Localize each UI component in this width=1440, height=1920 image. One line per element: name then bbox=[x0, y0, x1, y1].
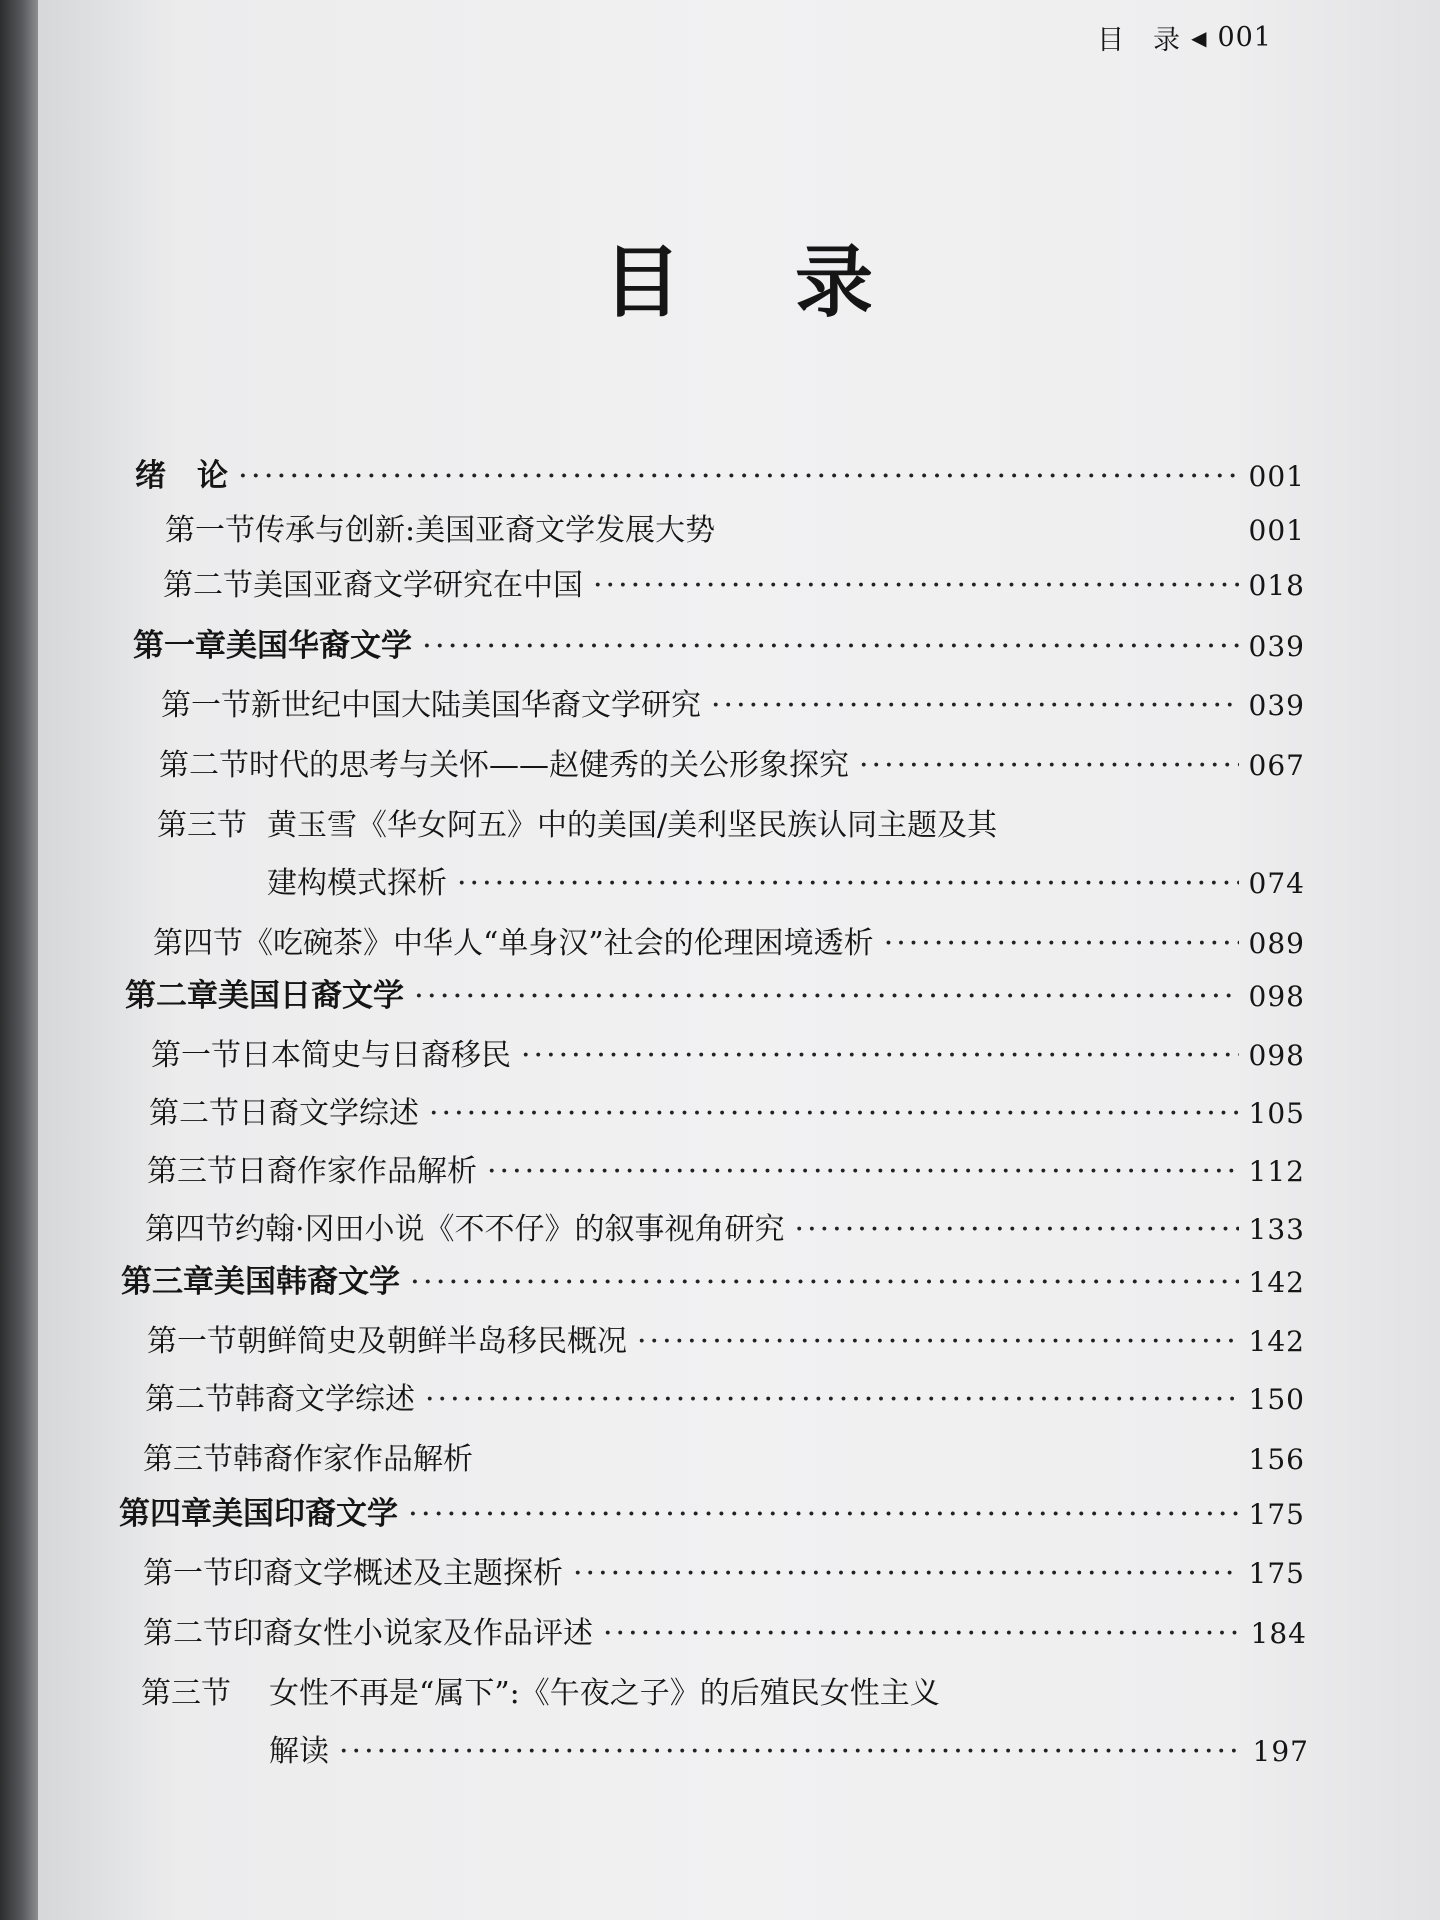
toc-page: 074 bbox=[1248, 867, 1305, 900]
toc-title: 韩裔作家作品解析 bbox=[233, 1442, 473, 1477]
toc-title: 韩裔文学综述 bbox=[235, 1382, 415, 1417]
toc-title: 美国亚裔文学研究在中国 bbox=[253, 568, 583, 603]
leader-dots bbox=[410, 1264, 1239, 1300]
toc-entry[interactable] bbox=[157, 800, 1305, 844]
toc-entry[interactable] bbox=[165, 505, 1305, 549]
toc-title: 时代的思考与关怀——赵健秀的关公形象探究 bbox=[249, 748, 849, 783]
toc-label: 第二章 bbox=[125, 978, 218, 1014]
toc-page: 197 bbox=[1252, 1735, 1309, 1768]
leader-dots bbox=[429, 1096, 1239, 1131]
toc-title: 黄玉雪《华女阿五》中的美国/美利坚民族认同主题及其 bbox=[267, 808, 998, 843]
toc-label: 第一节 bbox=[151, 1038, 241, 1073]
leader-dots bbox=[339, 1734, 1243, 1769]
toc-title: 日裔文学综述 bbox=[239, 1096, 419, 1131]
toc-page: 001 bbox=[1248, 460, 1305, 493]
toc-label: 第一节 bbox=[165, 513, 255, 548]
toc-title: 美国韩裔文学 bbox=[214, 1264, 400, 1300]
leader-dots bbox=[884, 926, 1239, 961]
triangle-left-icon: ◀ bbox=[1191, 25, 1208, 50]
toc-entry-chapter[interactable] bbox=[133, 620, 1305, 665]
book-spine-shadow bbox=[0, 0, 38, 1920]
toc-page: 142 bbox=[1248, 1325, 1305, 1358]
page-title: 目 录 bbox=[603, 237, 892, 328]
toc-title: 约翰·冈田小说《不不仔》的叙事视角研究 bbox=[235, 1212, 785, 1247]
toc-page: 142 bbox=[1248, 1266, 1305, 1299]
toc-title: 解读 bbox=[269, 1734, 329, 1769]
toc-page: 156 bbox=[1248, 1443, 1305, 1476]
toc-label: 第二节 bbox=[145, 1382, 235, 1417]
toc-page: 175 bbox=[1248, 1557, 1305, 1590]
leader-dots bbox=[487, 1154, 1239, 1189]
toc-entry[interactable] bbox=[145, 1374, 1305, 1418]
toc-entry-chapter[interactable] bbox=[121, 1256, 1305, 1301]
toc-entry[interactable] bbox=[143, 1434, 1305, 1478]
toc-title: 传承与创新:美国亚裔文学发展大势 bbox=[255, 513, 716, 548]
toc-title: 日裔作家作品解析 bbox=[237, 1154, 477, 1189]
toc-entry[interactable] bbox=[151, 1030, 1305, 1074]
toc-entry[interactable] bbox=[143, 1548, 1305, 1592]
toc-entry[interactable] bbox=[163, 560, 1305, 604]
toc-entry[interactable] bbox=[159, 740, 1305, 784]
toc-title: 日本简史与日裔移民 bbox=[241, 1038, 511, 1073]
leader-dots bbox=[425, 1382, 1239, 1417]
toc-label: 第三节 bbox=[143, 1442, 233, 1477]
leader-dots bbox=[422, 628, 1239, 664]
toc-label: 第四节 bbox=[145, 1212, 235, 1247]
toc-label: 第三章 bbox=[121, 1264, 214, 1300]
toc-entry[interactable] bbox=[147, 1146, 1305, 1190]
toc-title: 新世纪中国大陆美国华裔文学研究 bbox=[251, 688, 701, 723]
toc-entry-intro[interactable] bbox=[135, 450, 1305, 495]
toc-label: 第一节 bbox=[147, 1324, 237, 1359]
toc-page: 184 bbox=[1250, 1617, 1307, 1650]
toc-title: 美国日裔文学 bbox=[218, 978, 404, 1014]
toc-page: 098 bbox=[1248, 1039, 1305, 1072]
toc-page: 112 bbox=[1248, 1155, 1305, 1188]
toc-entry[interactable] bbox=[161, 680, 1305, 724]
toc-entry[interactable] bbox=[147, 1316, 1305, 1360]
toc-entry[interactable] bbox=[145, 1204, 1305, 1248]
toc-label: 第三节 bbox=[157, 808, 247, 843]
leader-dots bbox=[408, 1496, 1239, 1532]
toc-label: 第一章 bbox=[133, 628, 226, 664]
header-page-number: 001 bbox=[1217, 22, 1272, 53]
toc-entry[interactable] bbox=[153, 918, 1305, 962]
toc-label: 第四节 bbox=[153, 926, 243, 961]
toc-entry[interactable] bbox=[143, 1608, 1307, 1652]
header-section: 目 录 bbox=[1097, 25, 1182, 56]
toc-entry-chapter[interactable] bbox=[125, 970, 1305, 1015]
toc-page: 133 bbox=[1248, 1213, 1305, 1246]
leader-dots bbox=[711, 688, 1239, 723]
leader-dots bbox=[521, 1038, 1239, 1073]
leader-dots bbox=[603, 1616, 1241, 1651]
leader-dots bbox=[637, 1324, 1239, 1359]
toc-label: 第二节 bbox=[143, 1616, 233, 1651]
toc-label: 绪 论 bbox=[135, 458, 228, 494]
toc-page: 039 bbox=[1248, 630, 1305, 663]
toc-page: 098 bbox=[1248, 980, 1305, 1013]
leader-dots bbox=[457, 866, 1239, 901]
toc-page: 018 bbox=[1248, 569, 1305, 602]
toc-label: 第二节 bbox=[163, 568, 253, 603]
toc-title: 印裔女性小说家及作品评述 bbox=[233, 1616, 593, 1651]
toc-title: 女性不再是“属下”:《午夜之子》的后殖民女性主义 bbox=[269, 1676, 940, 1711]
toc-title: 朝鲜简史及朝鲜半岛移民概况 bbox=[237, 1324, 627, 1359]
toc-title: 《吃碗茶》中华人“单身汉”社会的伦理困境透析 bbox=[243, 926, 874, 961]
toc-label: 第一节 bbox=[161, 688, 251, 723]
leader-dots bbox=[795, 1212, 1239, 1247]
toc-page: 150 bbox=[1248, 1383, 1305, 1416]
toc-page: 105 bbox=[1248, 1097, 1305, 1130]
leader-dots bbox=[859, 748, 1239, 783]
leader-dots bbox=[238, 458, 1239, 494]
toc-label: 第二节 bbox=[149, 1096, 239, 1131]
toc-label: 第三节 bbox=[147, 1154, 237, 1189]
toc-title: 印裔文学概述及主题探析 bbox=[233, 1556, 563, 1591]
toc-entry-continued[interactable] bbox=[269, 1726, 1309, 1770]
toc-page: 067 bbox=[1248, 749, 1305, 782]
toc-label: 第二节 bbox=[159, 748, 249, 783]
toc-entry-continued[interactable] bbox=[267, 858, 1305, 902]
leader-dots bbox=[593, 568, 1239, 603]
toc-label: 第三节 bbox=[141, 1676, 231, 1711]
table-of-contents bbox=[38, 0, 1440, 1920]
toc-entry[interactable] bbox=[141, 1668, 1307, 1712]
toc-page: 001 bbox=[1248, 514, 1305, 547]
toc-title: 美国印裔文学 bbox=[212, 1496, 398, 1532]
book-page bbox=[38, 0, 1440, 1920]
toc-label: 第四章 bbox=[119, 1496, 212, 1532]
toc-entry-chapter[interactable] bbox=[119, 1488, 1305, 1533]
toc-page: 089 bbox=[1248, 927, 1305, 960]
leader-dots bbox=[573, 1556, 1239, 1591]
toc-page: 039 bbox=[1248, 689, 1305, 722]
toc-page: 175 bbox=[1248, 1498, 1305, 1531]
toc-title: 建构模式探析 bbox=[267, 866, 447, 901]
toc-label: 第一节 bbox=[143, 1556, 233, 1591]
toc-entry[interactable] bbox=[149, 1088, 1305, 1132]
toc-title: 美国华裔文学 bbox=[226, 628, 412, 664]
leader-dots bbox=[414, 978, 1239, 1014]
